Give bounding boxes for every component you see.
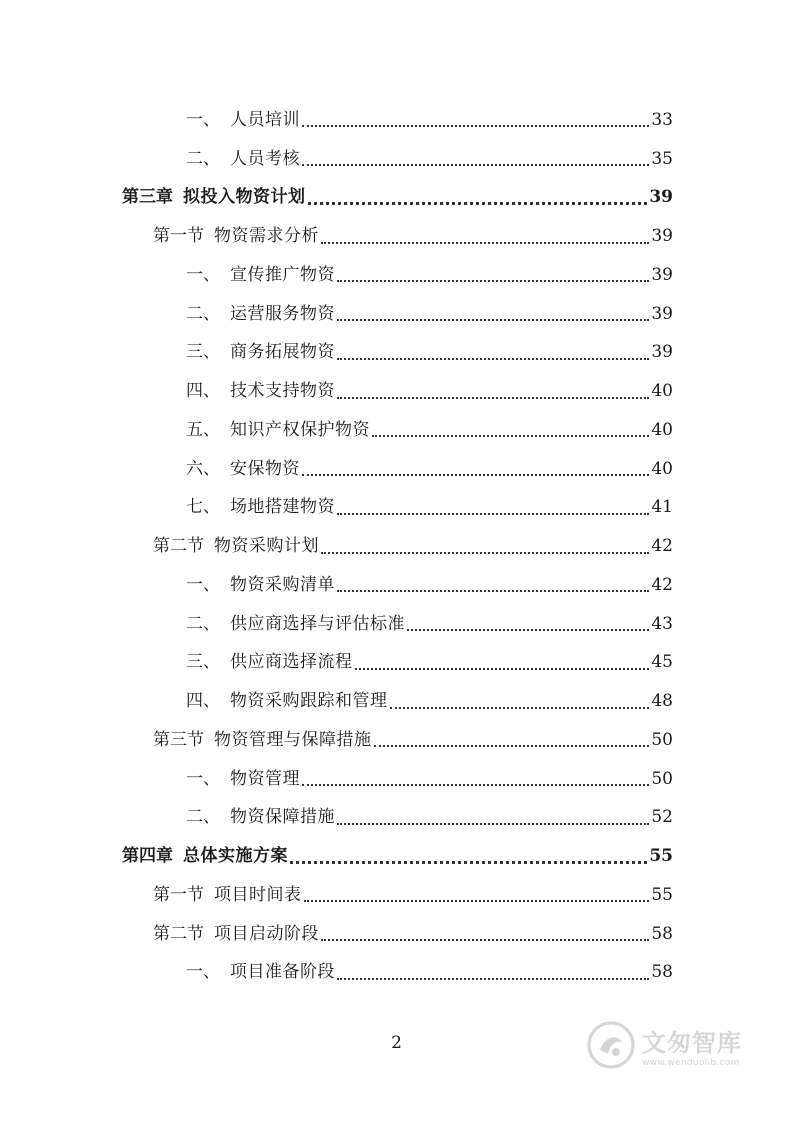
toc-entry-title: 总体实施方案 <box>183 846 288 867</box>
toc-entry-title: 物资采购清单 <box>230 574 335 595</box>
toc-entry-title: 物资采购跟踪和管理 <box>230 691 388 712</box>
dot-leader <box>321 939 649 941</box>
toc-entry-title: 供应商选择与评估标准 <box>230 613 405 634</box>
toc-entry-number: 二、 <box>186 148 220 169</box>
toc-entry-page: 55 <box>649 846 673 867</box>
toc-entry-title: 场地搭建物资 <box>230 497 335 518</box>
toc-entry-number: 一、 <box>186 109 220 130</box>
toc-entry[interactable] <box>0 566 793 605</box>
toc-entry-page: 50 <box>651 768 673 789</box>
watermark <box>586 1018 756 1072</box>
toc-entry-page: 52 <box>651 807 673 828</box>
toc-entry-title: 安保物资 <box>230 458 300 479</box>
toc-entry[interactable] <box>0 217 793 256</box>
toc-entry-page: 39 <box>651 226 673 247</box>
toc-entry-page: 45 <box>651 652 673 673</box>
toc-entry-title: 物资采购计划 <box>214 536 319 557</box>
dot-leader <box>337 319 649 321</box>
dot-leader <box>321 242 649 244</box>
toc-entry[interactable] <box>0 450 793 489</box>
dot-leader <box>308 202 648 205</box>
toc-entry-page: 40 <box>651 381 673 402</box>
toc-entry-title: 项目时间表 <box>214 884 302 905</box>
toc-entry[interactable] <box>0 140 793 179</box>
toc-entry-number: 七、 <box>186 497 220 518</box>
toc-entry[interactable] <box>0 644 793 683</box>
toc-entry[interactable] <box>0 489 793 528</box>
toc-entry-page: 58 <box>651 962 673 983</box>
toc-entry-title: 宣传推广物资 <box>230 264 335 285</box>
toc-entry-number: 第三章 <box>122 187 173 208</box>
toc-entry-number: 第二节 <box>153 536 204 557</box>
toc-entry-number: 第一节 <box>153 884 204 905</box>
dot-leader <box>321 552 649 554</box>
toc-entry-page: 39 <box>651 303 673 324</box>
toc-entry[interactable] <box>0 179 793 218</box>
toc-entry-number: 二、 <box>186 303 220 324</box>
toc-entry-page: 55 <box>651 884 673 905</box>
dot-leader <box>302 784 649 786</box>
toc-entry[interactable] <box>0 372 793 411</box>
dot-leader <box>355 668 650 670</box>
toc-entry-title: 物资保障措施 <box>230 807 335 828</box>
toc-entry-title: 技术支持物资 <box>230 381 335 402</box>
toc-entry-title: 物资需求分析 <box>214 226 319 247</box>
toc-entry[interactable] <box>0 876 793 915</box>
toc-entry-page: 48 <box>651 691 673 712</box>
page-number: 2 <box>391 1033 402 1053</box>
toc-entry-page: 40 <box>651 458 673 479</box>
toc-entry-number: 一、 <box>186 264 220 285</box>
toc-entry[interactable] <box>0 411 793 450</box>
dot-leader <box>374 745 650 747</box>
watermark-logo-icon <box>586 1020 636 1070</box>
toc-entry-number: 三、 <box>186 342 220 363</box>
toc-entry[interactable] <box>0 605 793 644</box>
dot-leader <box>337 823 649 825</box>
toc-entry-page: 43 <box>651 613 673 634</box>
toc-entry-number: 六、 <box>186 458 220 479</box>
toc-entry-page: 39 <box>649 187 673 208</box>
table-of-contents <box>0 101 793 992</box>
dot-leader <box>407 629 649 631</box>
toc-entry-title: 运营服务物资 <box>230 303 335 324</box>
toc-entry[interactable] <box>0 527 793 566</box>
toc-entry[interactable] <box>0 334 793 373</box>
toc-entry-page: 42 <box>651 574 673 595</box>
dot-leader <box>390 707 650 709</box>
toc-entry-page: 35 <box>651 148 673 169</box>
toc-entry[interactable] <box>0 760 793 799</box>
toc-entry-number: 第一节 <box>153 226 204 247</box>
dot-leader <box>337 397 649 399</box>
toc-entry-title: 人员考核 <box>230 148 300 169</box>
toc-entry[interactable] <box>0 295 793 334</box>
toc-entry-number: 四、 <box>186 691 220 712</box>
toc-entry-page: 39 <box>651 264 673 285</box>
toc-entry-number: 一、 <box>186 962 220 983</box>
toc-entry-page: 42 <box>651 536 673 557</box>
dot-leader <box>337 513 649 515</box>
toc-entry[interactable] <box>0 682 793 721</box>
toc-entry[interactable] <box>0 915 793 954</box>
toc-entry-number: 第三节 <box>153 729 204 750</box>
toc-entry-number: 一、 <box>186 768 220 789</box>
dot-leader <box>372 435 649 437</box>
toc-entry-title: 知识产权保护物资 <box>230 419 370 440</box>
toc-entry[interactable] <box>0 721 793 760</box>
toc-entry-title: 人员培训 <box>230 109 300 130</box>
toc-entry-page: 50 <box>651 729 673 750</box>
toc-entry[interactable] <box>0 799 793 838</box>
toc-entry-title: 拟投入物资计划 <box>183 187 306 208</box>
toc-entry-number: 二、 <box>186 807 220 828</box>
dot-leader <box>302 164 649 166</box>
toc-entry-page: 41 <box>651 497 673 518</box>
toc-entry-title: 项目启动阶段 <box>214 923 319 944</box>
watermark-url: www.wenduolib.com <box>642 1057 740 1068</box>
toc-entry-number: 三、 <box>186 652 220 673</box>
toc-entry-title: 供应商选择流程 <box>230 652 353 673</box>
toc-entry-number: 第二节 <box>153 923 204 944</box>
toc-entry-title: 物资管理与保障措施 <box>214 729 372 750</box>
toc-entry-page: 39 <box>651 342 673 363</box>
dot-leader <box>290 861 647 864</box>
toc-entry-number: 二、 <box>186 613 220 634</box>
toc-entry-page: 58 <box>651 923 673 944</box>
toc-entry-number: 四、 <box>186 381 220 402</box>
watermark-name: 文匆智库 <box>642 1028 742 1057</box>
toc-entry-number: 五、 <box>186 419 220 440</box>
toc-entry-title: 商务拓展物资 <box>230 342 335 363</box>
toc-entry-title: 项目准备阶段 <box>230 962 335 983</box>
dot-leader <box>304 900 650 902</box>
toc-entry-page: 33 <box>651 109 673 130</box>
toc-entry[interactable] <box>0 954 793 993</box>
dot-leader <box>302 474 649 476</box>
toc-entry[interactable] <box>0 837 793 876</box>
dot-leader <box>302 125 649 127</box>
toc-entry-number: 第四章 <box>122 846 173 867</box>
toc-entry[interactable] <box>0 256 793 295</box>
toc-entry[interactable] <box>0 101 793 140</box>
toc-entry-title: 物资管理 <box>230 768 300 789</box>
dot-leader <box>337 280 649 282</box>
toc-entry-page: 40 <box>651 419 673 440</box>
dot-leader <box>337 358 649 360</box>
toc-entry-number: 一、 <box>186 574 220 595</box>
dot-leader <box>337 590 649 592</box>
dot-leader <box>337 978 649 980</box>
